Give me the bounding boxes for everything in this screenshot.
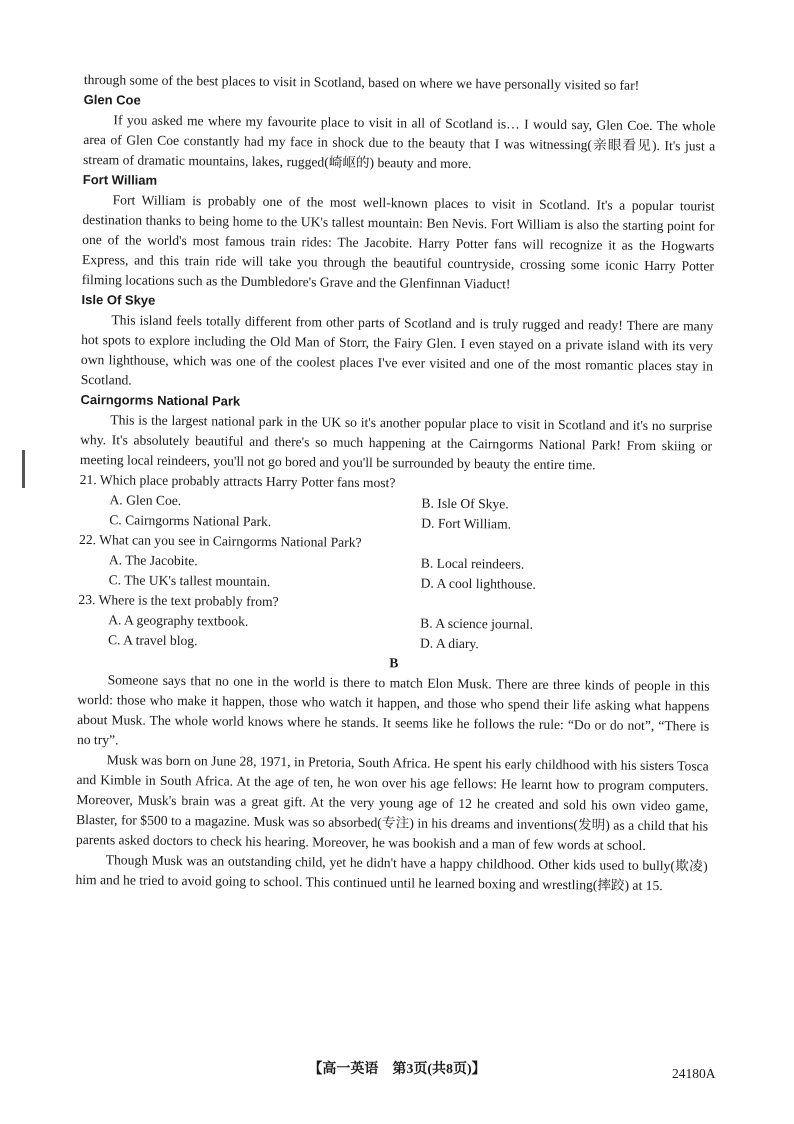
option-21-c: C. Cairngorms National Park. <box>109 512 272 529</box>
scan-mark <box>22 450 25 488</box>
question-22: 22. What can you see in Cairngorms National Park? <box>79 531 362 550</box>
heading-fort-william: Fort William <box>82 171 158 188</box>
heading-glen-coe: Glen Coe <box>83 91 141 108</box>
intro-text: through some of the best places to visit in Scotland, based on where we have personally visited so far! <box>83 71 640 93</box>
paper-code: 24180A <box>672 1066 716 1081</box>
options-23 <box>78 610 710 657</box>
document-page <box>75 70 716 897</box>
paragraph-glen-coe: If you asked me where my favourite place to visit in all of Scotland is… I would say, Glen Coe. The whole area of Glen Coe constantly had my face in shock due to the beauty that I was witnessing(亲眼看见). It's just a stream of dramatic mountains, lakes, rugged(崎岖的) beauty and more. <box>82 112 716 172</box>
heading-isle-of-skye: Isle Of Skye <box>81 291 156 308</box>
option-21-a: A. Glen Coe. <box>109 492 182 509</box>
option-22-a: A. The Jacobite. <box>108 552 198 569</box>
option-23-d: D. A diary. <box>419 635 479 652</box>
paragraph-isle-of-skye: This island feels totally different from other parts of Scotland and is truly rugged and ready! There are many hot spots to explore including the Old Man of Storr, the Fairy Glen. I even stayed on a private island with its very own lighthouse, which was one of the coolest places I've ever visited and one of the most romantic places stay in Scotland. <box>80 312 714 388</box>
question-21: 21. Which place probably attracts Harry Potter fans most? <box>79 471 396 491</box>
paragraph-fort-william: Fort William is probably one of the most well-known places to visit in Scotland. It's a popular tourist destination thanks to being home to the UK's tallest mountain: Ben Nevis. Fort William is also the starting point for one of the world's most famous train rides: The Jacobite. Harry Potter fans will recognize it as the Hogwarts Express, and this train ride will take you through the beautiful countryside, crossing some iconic Harry Potter filming locations such as the Dumbledore's Grave and the Glenfinnan Viaduct! <box>81 192 715 292</box>
heading-cairngorms: Cairngorms National Park <box>80 391 241 409</box>
options-22 <box>79 550 711 597</box>
question-23: 23. Where is the text probably from? <box>78 591 279 610</box>
option-23-b: B. A science journal. <box>420 615 534 632</box>
options-21 <box>79 490 711 537</box>
paragraph-b-2: Musk was born on June 28, 1971, in Pretoria, South Africa. He spent his early childhood with his sisters Tosca and Kimble in South Africa. At the age of ten, he won over his age fellows: He learnt how to program computers. Moreover, Musk's brain was a great gift. At the very young age of 12 he created and sold his own video game, Blaster, for $500 to a magazine. Musk was so absorbed(专注) in his dreams and inventions(发明) as a child that his parents asked doctors to check his hearing. Moreover, he was bookish and a man of few words at school. <box>75 752 709 853</box>
option-22-b: B. Local reindeers. <box>420 555 525 572</box>
option-22-c: C. The UK's tallest mountain. <box>108 572 271 589</box>
page-footer: 【高一英语 第3页(共8页)】 <box>308 1062 486 1077</box>
option-21-d: D. Fort William. <box>421 515 512 532</box>
option-23-a: A. A geography textbook. <box>108 612 249 629</box>
option-21-b: B. Isle Of Skye. <box>421 495 509 512</box>
section-b-label: B <box>389 655 399 671</box>
paragraph-cairngorms: This is the largest national park in the UK so it's another popular place to visit in Scotland and it's no surprise why. It's absolutely beautiful and there's so much happening at the Cairngorms National Park! From skiing or meeting local reindeers, you'll not go bored and you'll be surrounded by beauty the entire time. <box>79 412 713 473</box>
paragraph-b-1: Someone says that no one in the world is there to match Elon Musk. There are three kinds of people in this world: those who make it happen, those who watch it happen, and those who spend their life asking what happens about Musk. The whole world knows where he stands. It seems like he follows the rule: “Do or do not”, “There is no try”. <box>76 672 710 748</box>
paragraph-b-3: Though Musk was an outstanding child, yet he didn't have a happy childhood. Other kids used to bully(欺凌) him and he tried to avoid going to school. This continued until he learned boxing and wrestling(摔跤) at 15. <box>75 852 708 894</box>
option-22-d: D. A cool lighthouse. <box>420 575 536 592</box>
option-23-c: C. A travel blog. <box>107 632 198 649</box>
